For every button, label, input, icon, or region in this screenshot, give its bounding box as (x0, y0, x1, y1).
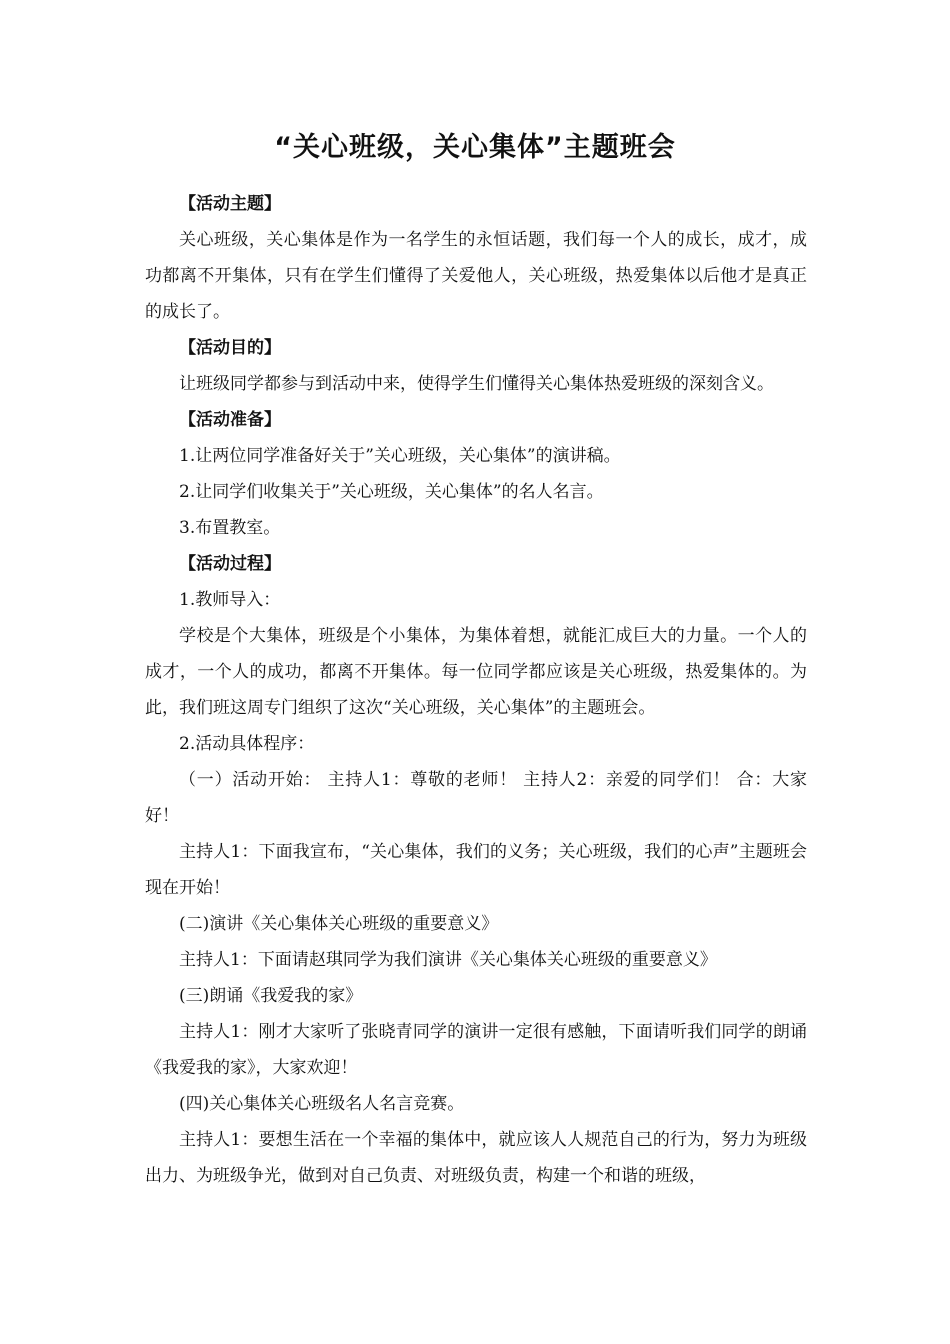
paragraph: 1.让两位同学准备好关于”关心班级，关心集体”的演讲稿。 (179, 446, 621, 466)
paragraph: (二)演讲《关心集体关心班级的重要意义》 (179, 914, 499, 934)
paragraph: （一）活动开始： 主持人1：尊敬的老师！ 主持人2：亲爱的同学们！ 合：大家好！ (145, 770, 807, 826)
paragraph: 关心班级，关心集体是作为一名学生的永恒话题，我们每一个人的成长，成才，成功都离不开集体，只有在学生们懂得了关爱他人，关心班级，热爱集体以后他才是真正的成长了。 (145, 230, 807, 322)
document-title: “关心班级，关心集体”主题班会 (274, 132, 676, 163)
paragraph: 3.布置教室。 (179, 518, 281, 538)
paragraph: 2.活动具体程序： (179, 734, 315, 754)
section-heading: 【活动过程】 (179, 554, 281, 574)
paragraph: 主持人1：下面我宣布，“关心集体，我们的义务；关心班级，我们的心声”主题班会现在开始！ (145, 842, 807, 898)
paragraph: (四)关心集体关心班级名人名言竞赛。 (179, 1094, 465, 1114)
paragraph: 1.教师导入： (179, 590, 281, 610)
paragraph: 主持人1：下面请赵琪同学为我们演讲《关心集体关心班级的重要意义》 (179, 950, 717, 970)
paragraph: 学校是个大集体，班级是个小集体，为集体着想，就能汇成巨大的力量。一个人的成才，一个人的成功，都离不开集体。每一位同学都应该是关心班级，热爱集体的。为此，我们班这周专门组织了这次“关心班级，关心集体”的主题班会。 (145, 626, 807, 718)
section-heading: 【活动目的】 (179, 338, 281, 358)
paragraph: 主持人1：要想生活在一个幸福的集体中，就应该人人规范自己的行为，努力为班级出力、为班级争光，做到对自己负责、对班级负责，构建一个和谐的班级， (145, 1130, 807, 1186)
paragraph: 主持人1：刚才大家听了张晓青同学的演讲一定很有感触，下面请听我们同学的朗诵《我爱我的家》，大家欢迎！ (145, 1022, 807, 1078)
paragraph: (三)朗诵《我爱我的家》 (179, 986, 363, 1006)
section-heading: 【活动准备】 (179, 410, 281, 430)
section-heading: 【活动主题】 (179, 194, 281, 214)
paragraph: 2.让同学们收集关于”关心班级，关心集体”的名人名言。 (179, 482, 604, 502)
paragraph: 让班级同学都参与到活动中来，使得学生们懂得关心集体热爱班级的深刻含义。 (179, 374, 774, 394)
document-body (145, 186, 807, 1194)
